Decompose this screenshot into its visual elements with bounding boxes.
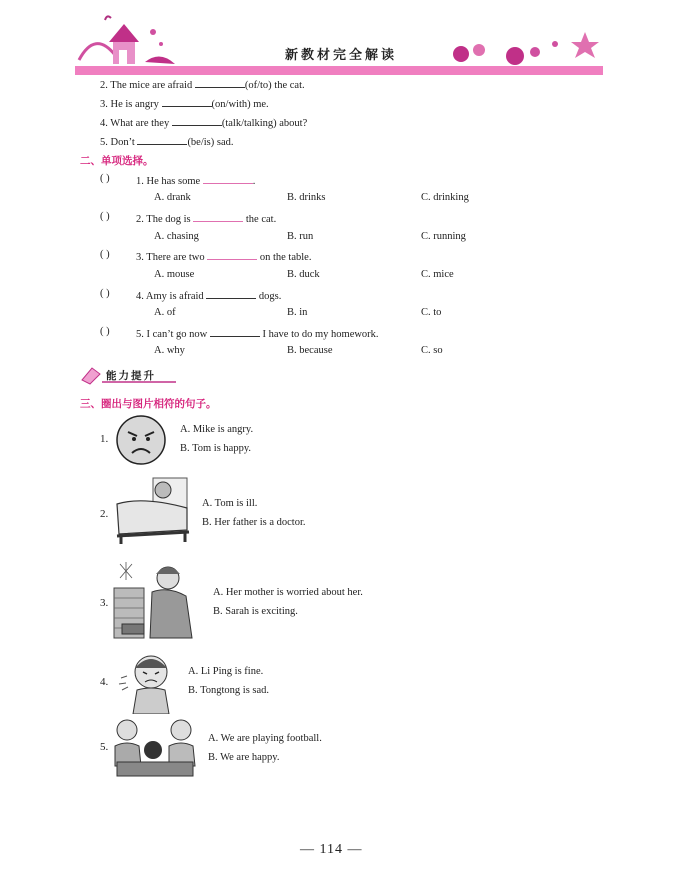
option-b[interactable]: B. because <box>287 345 333 356</box>
option-c[interactable]: C. running <box>421 231 466 242</box>
option-a[interactable]: A. of <box>154 307 176 318</box>
item-number: 4. <box>100 676 109 688</box>
option-a[interactable]: A. why <box>154 345 185 356</box>
option-b[interactable]: B. duck <box>287 269 320 280</box>
option-c[interactable]: C. to <box>421 307 442 318</box>
option-b[interactable]: B. run <box>287 231 314 242</box>
question-3: 3. There are two on the table. <box>136 249 311 263</box>
item-number: 3. <box>100 597 109 609</box>
option-b[interactable]: B. in <box>287 307 308 318</box>
item-number: 5. <box>100 741 109 753</box>
answer-blank <box>207 249 257 260</box>
sentence-a[interactable]: A. Mike is angry. <box>180 424 254 435</box>
worried-woman-picture <box>112 558 207 644</box>
ability-label: 能力提升 <box>106 370 156 382</box>
house-decoration <box>75 10 185 70</box>
sentence-b[interactable]: B. Tom is happy. <box>180 443 252 454</box>
ability-badge <box>80 364 180 386</box>
question-4: 4. Amy is afraid dogs. <box>136 288 281 302</box>
page-number: — 114 — <box>300 842 363 857</box>
boy-in-bed-picture <box>113 474 193 544</box>
option-c[interactable]: C. so <box>421 345 443 356</box>
answer-blank[interactable] <box>162 96 212 107</box>
option-c[interactable]: C. drinking <box>421 192 469 203</box>
answer-blank[interactable] <box>137 134 187 145</box>
fill-in-item-4: 4. What are they (talk/talking) about? <box>100 115 307 129</box>
fill-in-item-3: 3. He is angry (on/with) me. <box>100 96 269 110</box>
answer-paren[interactable]: ( ) <box>100 173 110 184</box>
answer-paren[interactable]: ( ) <box>100 288 110 299</box>
answer-blank[interactable] <box>195 77 245 88</box>
section-2-title: 二、单项选择。 <box>80 155 154 167</box>
option-b[interactable]: B. drinks <box>287 192 326 203</box>
sentence-b[interactable]: B. Sarah is exciting. <box>213 606 298 617</box>
sentence-b[interactable]: B. Her father is a doctor. <box>202 517 306 528</box>
answer-blank[interactable] <box>172 115 222 126</box>
sentence-b[interactable]: B. We are happy. <box>208 752 280 763</box>
question-2: 2. The dog is the cat. <box>136 211 276 225</box>
answer-blank <box>210 326 260 337</box>
section-3-title: 三、圈出与图片相符的句子。 <box>80 398 217 410</box>
crying-girl-picture <box>113 650 183 714</box>
question-1: 1. He has some . <box>136 173 255 187</box>
flower-decoration <box>445 28 603 68</box>
option-a[interactable]: A. mouse <box>154 269 195 280</box>
header-title: 新教材完全解读 <box>285 48 398 63</box>
page-header <box>75 10 603 76</box>
answer-paren[interactable]: ( ) <box>100 211 110 222</box>
answer-paren[interactable]: ( ) <box>100 326 110 337</box>
option-a[interactable]: A. chasing <box>154 231 199 242</box>
option-a[interactable]: A. drank <box>154 192 191 203</box>
angry-face-picture <box>115 414 167 466</box>
item-number: 2. <box>100 508 109 520</box>
sentence-a[interactable]: A. Her mother is worried about her. <box>213 587 363 598</box>
fill-in-item-2: 2. The mice are afraid (of/to) the cat. <box>100 77 305 91</box>
sentence-b[interactable]: B. Tongtong is sad. <box>188 685 270 696</box>
answer-blank <box>203 173 253 184</box>
sentence-a[interactable]: A. Li Ping is fine. <box>188 666 264 677</box>
option-c[interactable]: C. mice <box>421 269 454 280</box>
answer-blank <box>193 211 243 222</box>
sentence-a[interactable]: A. Tom is ill. <box>202 498 258 509</box>
fill-in-item-5: 5. Don’t (be/is) sad. <box>100 134 234 148</box>
sentence-a[interactable]: A. We are playing football. <box>208 733 322 744</box>
answer-blank <box>206 288 256 299</box>
question-5: 5. I can’t go now I have to do my homework. <box>136 326 379 340</box>
happy-family-picture <box>113 716 197 778</box>
header-band <box>75 66 603 75</box>
answer-paren[interactable]: ( ) <box>100 249 110 260</box>
item-number: 1. <box>100 433 109 445</box>
